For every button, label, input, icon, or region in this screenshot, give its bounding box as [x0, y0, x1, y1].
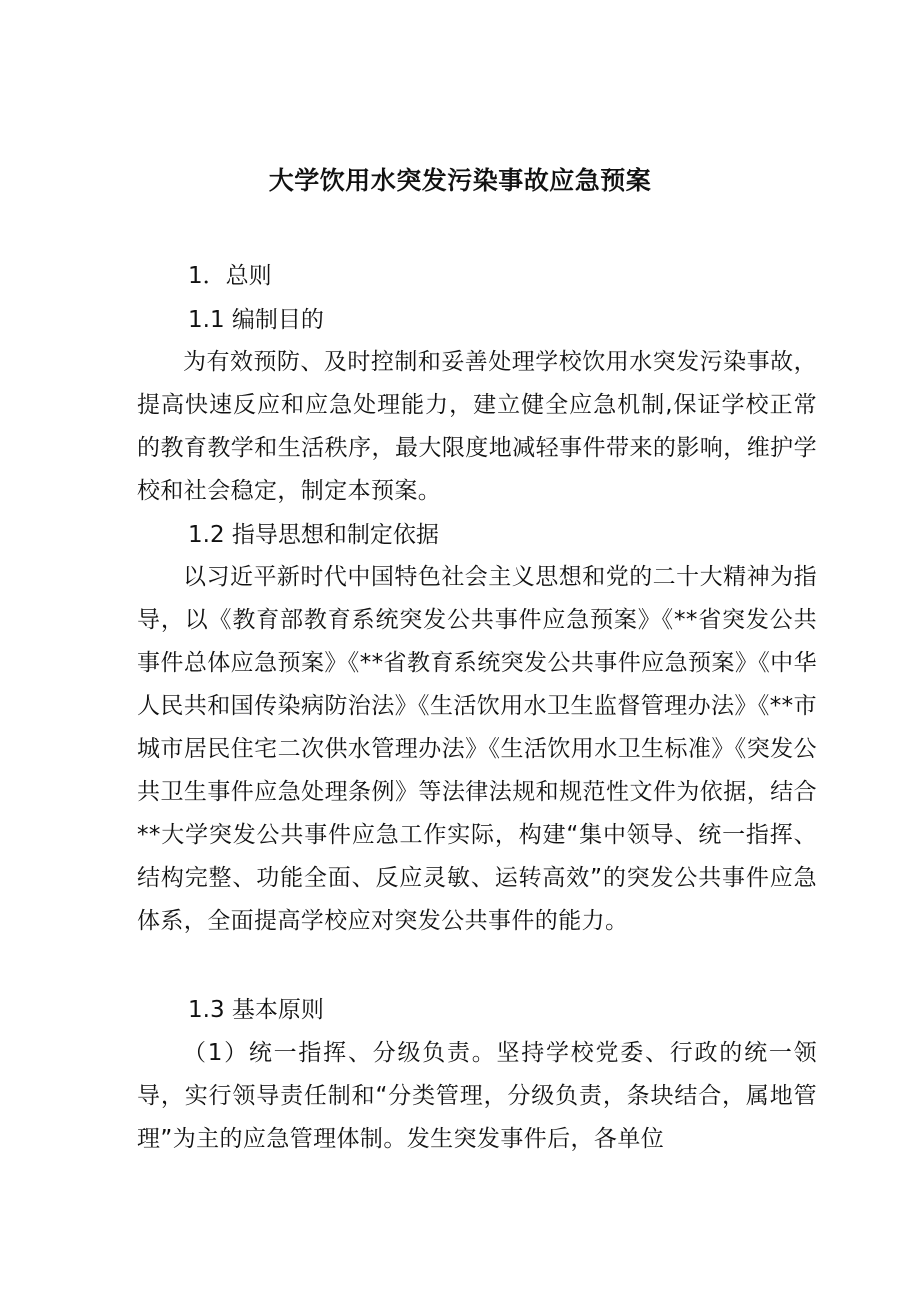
section-heading-basic-principles: 1.3 基本原则: [188, 997, 324, 1023]
section-heading-purpose: 1.1 编制目的: [188, 307, 324, 333]
paragraph-principle-1: （1）统一指挥、分级负责。坚持学校党委、行政的统一领导，实行领导责任制和“分类管理，分级负责，条块结合，属地管理”为主的应急管理体制。发生突发事件后，各单位: [137, 1040, 817, 1152]
paragraph-purpose: 为有效预防、及时控制和妥善处理学校饮用水突发污染事故，提高快速反应和应急处理能力，建立健全应急机制,保证学校正常的教育教学和生活秩序，最大限度地减轻事件带来的影响，维护学校和社会稳定，制定本预案。: [137, 349, 817, 504]
document-title: 大学饮用水突发污染事故应急预案: [268, 166, 652, 195]
section-heading-general: 1．总则: [188, 263, 272, 289]
paragraph-guiding-ideology: 以习近平新时代中国特色社会主义思想和党的二十大精神为指导，以《教育部教育系统突发公共事件应急预案》《**省突发公共事件总体应急预案》《**省教育系统突发公共事件应急预案》《中华人民共和国传染病防治法》《生活饮用水卫生监督管理办法》《**市城市居民住宅二次供水管理办法》《生活饮用水卫生标准》《突发公共卫生事件应急处理条例》等法律法规和规范性文件为依据，结合**大学突发公共事件应急工作实际，构建“集中领导、统一指挥、结构完整、功能全面、反应灵敏、运转高效”的突发公共事件应急体系，全面提高学校应对突发公共事件的能力。: [137, 564, 817, 934]
section-heading-guiding-ideology: 1.2 指导思想和制定依据: [188, 522, 439, 548]
